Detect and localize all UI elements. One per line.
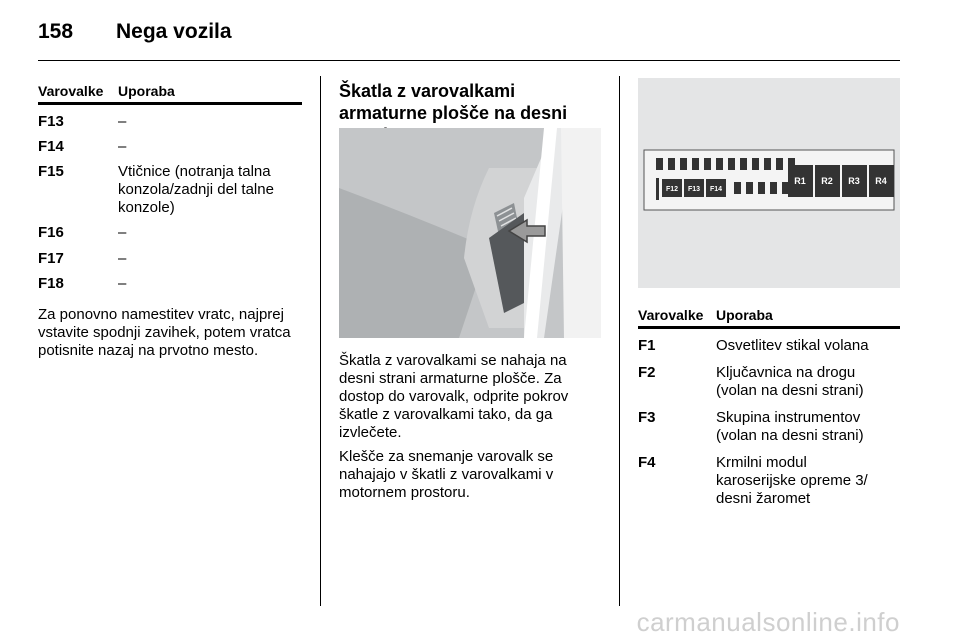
fuse-table-header <box>638 306 900 326</box>
table-row <box>638 337 900 364</box>
reinstall-paragraph: Za ponovno namestitev vratc, najprej vstavite spodnji zavihek, potem vratca potisnite nazaj na prvotno mesto. <box>38 306 291 359</box>
fuse-code: F15 <box>38 163 64 180</box>
fuse-code: F13 <box>38 113 64 130</box>
dashboard-illustration <box>339 128 601 338</box>
table-row <box>38 224 302 250</box>
header-fuses: Varovalke <box>638 307 704 323</box>
header-fuses: Varovalke <box>38 83 104 99</box>
fuse-code: F16 <box>38 224 64 241</box>
diagram-label-r1: R1 <box>794 176 806 186</box>
fuse-usage: Ključavnica na drogu (volan na desni strani) <box>716 364 864 399</box>
fuse-layout-illustration <box>638 78 900 288</box>
fuse-usage: Skupina instrumentov (volan na desni strani) <box>716 409 864 444</box>
table-header-rule <box>38 102 302 105</box>
diagram-label-r4: R4 <box>875 176 887 186</box>
fuse-usage: Vtičnice (notranja talna konzola/zadnji del talne konzole) <box>118 163 274 216</box>
column-left <box>38 82 302 360</box>
fuse-usage: – <box>118 224 127 241</box>
fuse-code: F4 <box>638 454 656 471</box>
column-right <box>638 306 900 514</box>
page-number: 158 <box>38 20 74 43</box>
header-rule <box>38 60 900 61</box>
fuse-usage: – <box>118 250 127 267</box>
table-row <box>38 113 302 138</box>
page-title: Nega vozila <box>116 20 232 43</box>
table-row <box>38 138 302 163</box>
table-row <box>38 163 302 224</box>
column-divider-2 <box>619 76 620 606</box>
fuse-code: F17 <box>38 250 64 267</box>
fuse-usage: Osvetlitev stikal volana <box>716 337 869 354</box>
fuse-code: F3 <box>638 409 656 426</box>
diagram-label-f14: F14 <box>709 186 723 193</box>
header-usage: Uporaba <box>118 83 175 99</box>
fuse-usage: – <box>118 113 127 130</box>
fuse-code: F14 <box>38 138 64 155</box>
fuse-code: F2 <box>638 364 656 381</box>
header-usage: Uporaba <box>716 307 773 323</box>
fuse-code: F18 <box>38 275 64 292</box>
diagram-label-f13: F13 <box>687 186 701 193</box>
diagram-label-r3: R3 <box>848 176 860 186</box>
diagram-label-f12: F12 <box>665 186 679 193</box>
table-row <box>638 364 900 409</box>
location-paragraph: Škatla z varovalkami se nahaja na desni strani armaturne plošče. Za dostop do varovalk, odprite pokrov škatle z varovalkami tako, da ga izvlečete. <box>339 352 569 441</box>
table-row <box>38 250 302 275</box>
column-divider-1 <box>320 76 321 606</box>
watermark: carmanualsonline.info <box>636 607 900 637</box>
table-row <box>638 454 900 514</box>
table-header-rule <box>638 326 900 329</box>
fuse-usage: Krmilni modul karoserijske opreme 3/ desni žaromet <box>716 454 868 507</box>
fuse-code: F1 <box>638 337 656 354</box>
fuse-table-header <box>38 82 302 102</box>
fuse-usage: – <box>118 275 127 292</box>
table-row <box>38 275 302 306</box>
page-header <box>38 20 232 44</box>
diagram-label-r2: R2 <box>821 176 833 186</box>
puller-paragraph: Klešče za snemanje varovalk se nahajajo v škatli z varovalkami v motornem prostoru. <box>339 448 554 501</box>
fuse-box-location-photo <box>339 128 601 338</box>
column-middle-text <box>339 352 603 502</box>
fuse-usage: – <box>118 138 127 155</box>
fuse-box-diagram <box>638 78 900 288</box>
table-row <box>638 409 900 454</box>
section-heading: Škatla z varovalkami armaturne plošče na desni <box>339 81 568 123</box>
